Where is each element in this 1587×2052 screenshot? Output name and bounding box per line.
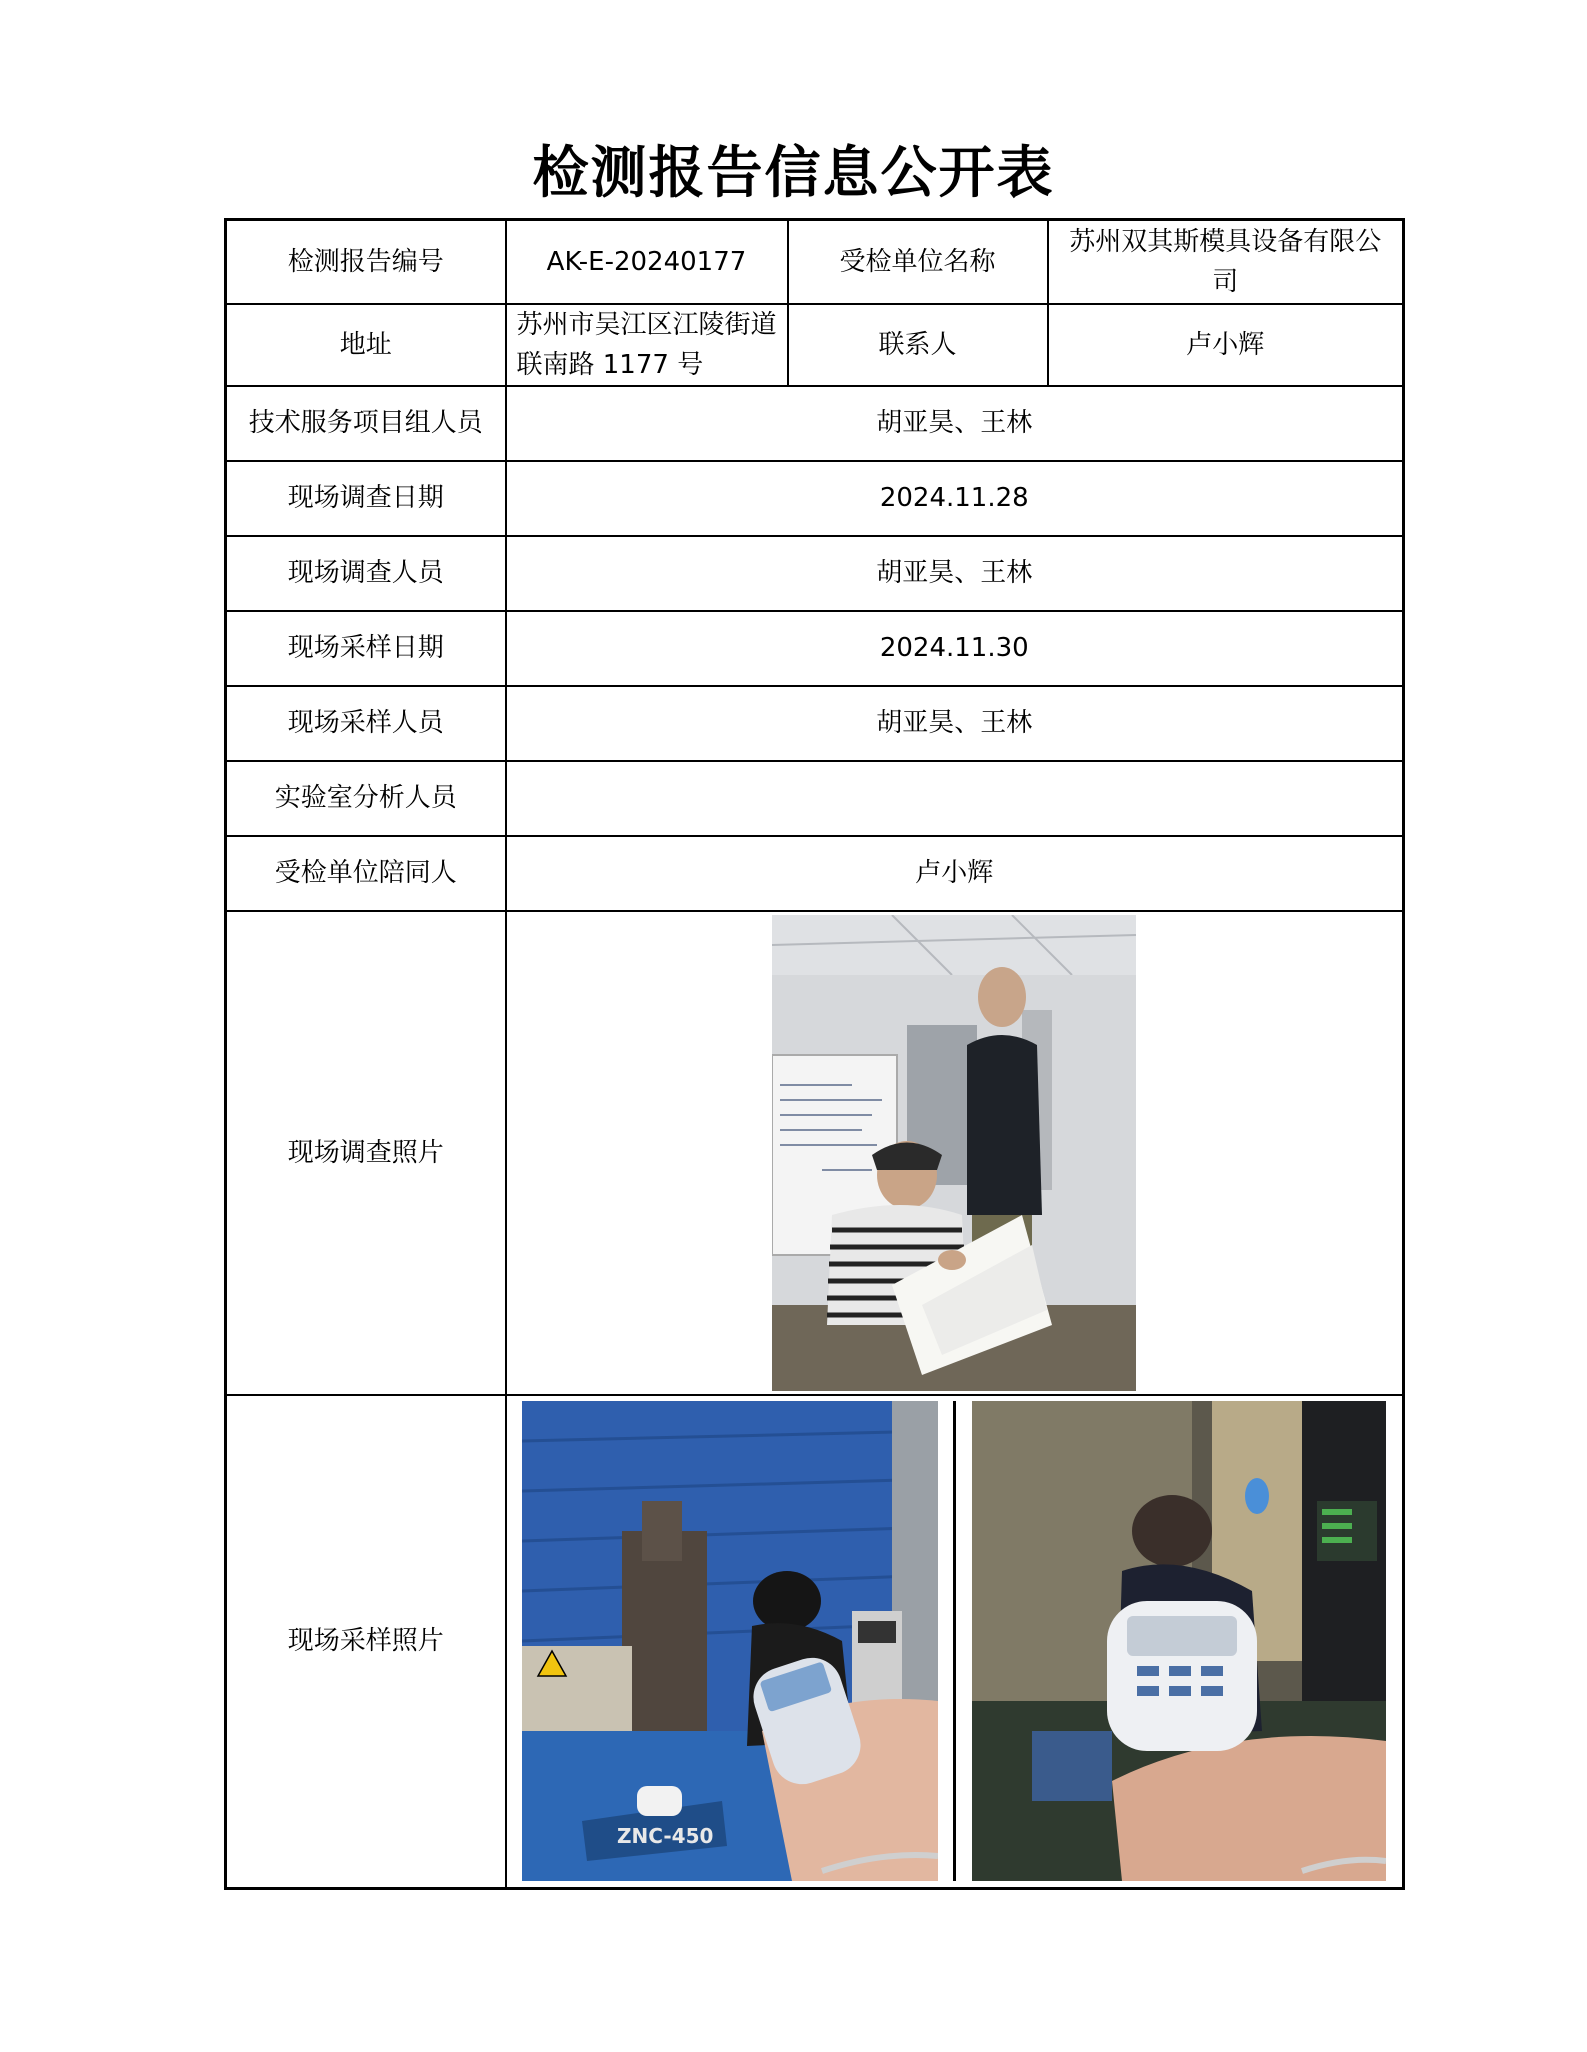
- sampling-photo-right: [953, 1401, 1402, 1881]
- table-row: [226, 911, 1404, 1395]
- survey-staff-label: 现场调查人员: [226, 536, 506, 611]
- survey-date-value: 2024.11.28: [506, 461, 1404, 536]
- table-row: [226, 461, 1404, 536]
- table-row: [226, 536, 1404, 611]
- workshop-sampling-photo: [972, 1401, 1386, 1881]
- survey-staff-value: 胡亚昊、王林: [506, 536, 1404, 611]
- contact-value: 卢小辉: [1048, 304, 1404, 386]
- sampling-date-value: 2024.11.30: [506, 611, 1404, 686]
- sampling-photos: [507, 1401, 1403, 1881]
- survey-photo-cell: [506, 911, 1404, 1395]
- page-title: 检测报告信息公开表: [532, 141, 1055, 206]
- unit-name-label: 受检单位名称: [788, 220, 1048, 304]
- escort-label: 受检单位陪同人: [226, 836, 506, 911]
- table-row: [226, 761, 1404, 836]
- table-row: [226, 686, 1404, 761]
- lab-staff-label: 实验室分析人员: [226, 761, 506, 836]
- contact-label: 联系人: [788, 304, 1048, 386]
- sampling-date-label: 现场采样日期: [226, 611, 506, 686]
- address-label: 地址: [226, 304, 506, 386]
- sampling-photo-label: 现场采样照片: [226, 1395, 506, 1889]
- sampling-staff-value: 胡亚昊、王林: [506, 686, 1404, 761]
- survey-date-label: 现场调查日期: [226, 461, 506, 536]
- table-row: [226, 611, 1404, 686]
- address-value: 苏州市吴江区江陵街道联南路 1177 号: [506, 304, 788, 386]
- table-row: [226, 1395, 1404, 1889]
- sampling-photos-cell: [506, 1395, 1404, 1889]
- sampling-staff-label: 现场采样人员: [226, 686, 506, 761]
- table-row: [226, 386, 1404, 461]
- team-value: 胡亚昊、王林: [506, 386, 1404, 461]
- team-label: 技术服务项目组人员: [226, 386, 506, 461]
- lab-staff-value: [506, 761, 1404, 836]
- office-survey-photo: [772, 915, 1136, 1391]
- survey-photo-label: 现场调查照片: [226, 911, 506, 1395]
- sampling-photo-left: [507, 1401, 953, 1881]
- report-info-table: [224, 218, 1405, 1890]
- table-row: [226, 836, 1404, 911]
- report-no-label: 检测报告编号: [226, 220, 506, 304]
- table-row: [226, 304, 1404, 386]
- machine-plate-label: ZNC-450: [616, 1824, 714, 1849]
- table-row: [226, 220, 1404, 304]
- report-no-value: AK-E-20240177: [506, 220, 788, 304]
- unit-name-value: 苏州双其斯模具设备有限公司: [1048, 220, 1404, 304]
- machine-sampling-photo: [522, 1401, 938, 1881]
- escort-value: 卢小辉: [506, 836, 1404, 911]
